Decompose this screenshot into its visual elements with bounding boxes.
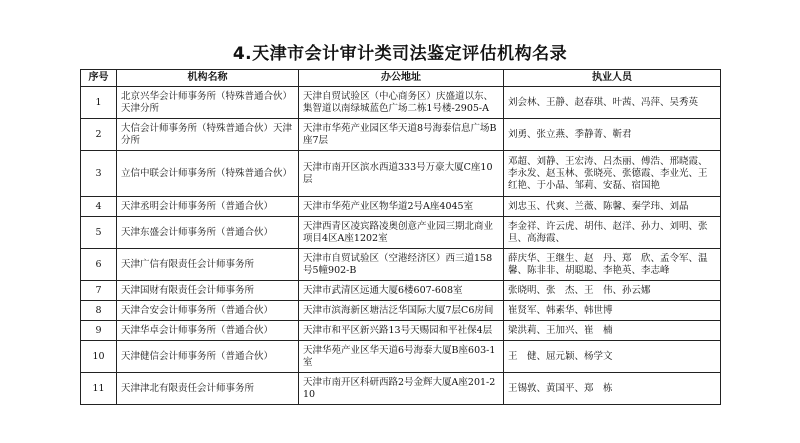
row-address: 天津市和平区新兴路13号天赐园和平社保4层	[299, 321, 504, 341]
row-staff: 王锡敦、黄国平、郑 栋	[504, 373, 721, 405]
row-address: 天津华苑产业区华天道6号海泰大厦B座603-1室	[299, 341, 504, 373]
table-row	[81, 217, 721, 249]
header-staff: 执业人员	[504, 70, 721, 87]
row-name: 天津广信有限责任会计师事务所	[117, 249, 299, 281]
header-address: 办公地址	[299, 70, 504, 87]
row-name: 天津国财有限责任会计师事务所	[117, 281, 299, 301]
table-row	[81, 321, 721, 341]
table-row	[81, 197, 721, 217]
row-address: 天津市滨海新区塘沽泛华国际大厦7层C6房间	[299, 301, 504, 321]
row-name: 天津合安会计师事务所（普通合伙）	[117, 301, 299, 321]
table-row	[81, 281, 721, 301]
row-address: 天津市南开区科研西路2号金辉大厦A座201-210	[299, 373, 504, 405]
header-no: 序号	[81, 70, 117, 87]
table-header-row	[81, 70, 721, 87]
row-name: 北京兴华会计师事务所（特殊普通合伙）天津分所	[117, 87, 299, 119]
row-staff: 刘勇、张立燕、季静菁、靳君	[504, 119, 721, 151]
row-staff: 李金祥、许云虎、胡伟、赵洋、孙力、刘明、张旦、高海霞、	[504, 217, 721, 249]
row-address: 天津市南开区滨水西道333号万豪大厦C座10层	[299, 151, 504, 197]
table-row	[81, 341, 721, 373]
row-staff: 王 健、屈元颖、杨学文	[504, 341, 721, 373]
row-address: 天津自贸试验区（中心商务区）庆盛道以东、集智道以南绿城蓝色广场二栋1号楼-2905-A	[299, 87, 504, 119]
row-name: 立信中联会计师事务所（特殊普通合伙）	[117, 151, 299, 197]
row-staff: 张晓明、张 杰、王 伟、孙云娜	[504, 281, 721, 301]
row-name: 天津丞明会计师事务所（普通合伙）	[117, 197, 299, 217]
row-no: 10	[81, 341, 117, 373]
row-no: 5	[81, 217, 117, 249]
row-address: 天津市华苑产业园区华天道8号海泰信息广场B座7层	[299, 119, 504, 151]
row-address: 天津市华苑产业区物华道2号A座4045室	[299, 197, 504, 217]
row-staff: 邓超、刘静、王宏涛、吕杰丽、傅浩、邢晓霞、李永发、赵玉林、张晓亮、张德霞、李业光、王红艳、于小晶、邹莉、安磊、宿国艳	[504, 151, 721, 197]
row-address: 天津市自贸试验区（空港经济区）西三道158号5幢902-B	[299, 249, 504, 281]
table-row	[81, 119, 721, 151]
table-row	[81, 87, 721, 119]
row-no: 9	[81, 321, 117, 341]
row-no: 6	[81, 249, 117, 281]
table-row	[81, 249, 721, 281]
row-staff: 刘会林、王静、赵春琪、叶茜、冯萍、吴秀英	[504, 87, 721, 119]
row-staff: 刘忠玉、代爽、兰薇、陈馨、秦学玮、刘晶	[504, 197, 721, 217]
row-no: 7	[81, 281, 117, 301]
row-no: 4	[81, 197, 117, 217]
row-no: 11	[81, 373, 117, 405]
row-no: 1	[81, 87, 117, 119]
header-name: 机构名称	[117, 70, 299, 87]
row-name: 天津津北有限责任会计师事务所	[117, 373, 299, 405]
row-staff: 薛庆华、王继生、赵 丹、郑 欣、孟令军、温 馨、陈非非、胡聪聪、李艳英、李志峰	[504, 249, 721, 281]
table-row	[81, 151, 721, 197]
row-name: 天津华卓会计师事务所（普通合伙）	[117, 321, 299, 341]
row-no: 2	[81, 119, 117, 151]
table-row	[81, 301, 721, 321]
row-name: 大信会计师事务所（特殊普通合伙）天津分所	[117, 119, 299, 151]
page-title: 4.天津市会计审计类司法鉴定评估机构名录	[232, 44, 568, 64]
row-staff: 崔贤军、韩素华、韩世博	[504, 301, 721, 321]
table-row	[81, 373, 721, 405]
row-staff: 梁洪莉、王加兴、崔 楠	[504, 321, 721, 341]
row-name: 天津东盛会计师事务所（普通合伙）	[117, 217, 299, 249]
row-address: 天津西青区凌宾路凌奥创意产业园三期北商业项目4区A座1202室	[299, 217, 504, 249]
row-no: 3	[81, 151, 117, 197]
institution-table	[80, 69, 721, 405]
row-address: 天津市武清区远通大厦6楼607-608室	[299, 281, 504, 301]
row-name: 天津健信会计师事务所（普通合伙）	[117, 341, 299, 373]
row-no: 8	[81, 301, 117, 321]
